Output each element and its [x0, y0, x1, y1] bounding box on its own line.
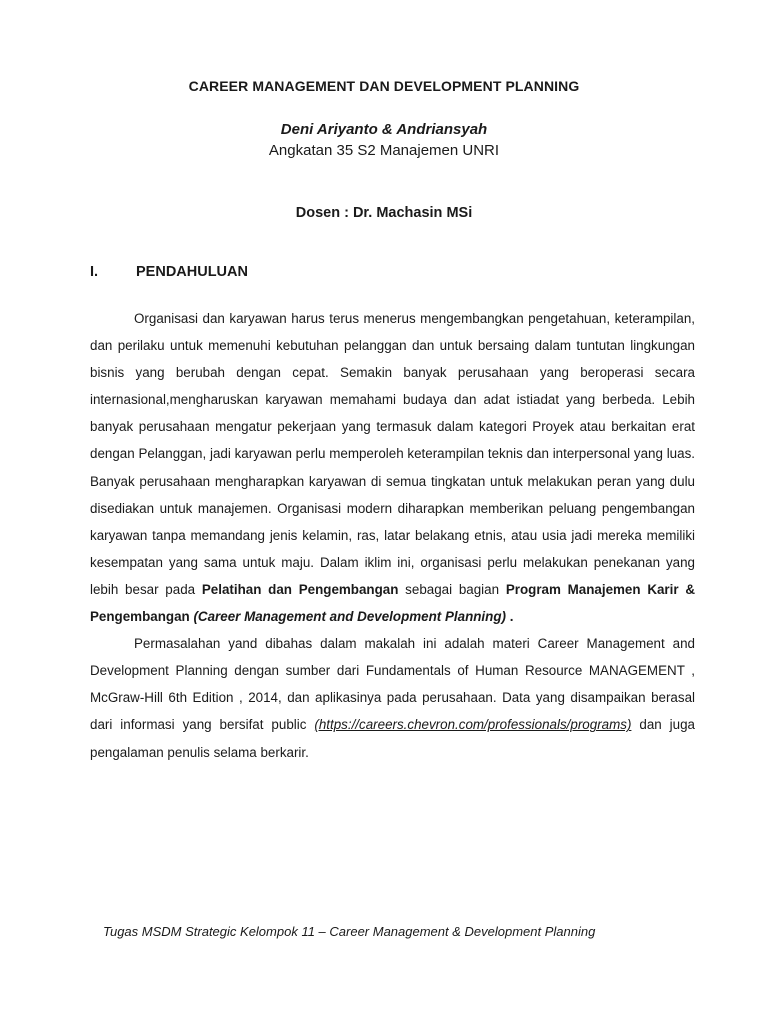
source-link[interactable]: (https://careers.chevron.com/professionals/programs): [314, 717, 632, 733]
bold-italic-phrase: (Career Management and Development Planning): [193, 609, 506, 625]
bold-phrase-program: Program Manajemen Karir & Pengembangan: [90, 581, 696, 625]
document-affiliation: Angkatan 35 S2 Manajemen UNRI: [268, 142, 500, 159]
paragraph-scope: [90, 630, 695, 765]
paragraph-text: sebagai bagian: [398, 581, 506, 597]
paragraph-intro: [90, 305, 695, 630]
document-authors: Deni Ariyanto & Andriansyah: [280, 121, 488, 138]
section-number: I.: [90, 264, 99, 280]
paragraph-text: Permasalahan yand dibahas dalam makalah ini adalah materi Career Management and Development Planning dengan sumber dari Fundamentals of Human Resource MANAGEMENT , McGraw-Hill 6th Edition , 2014, dan aplikasinya pada perusahaan. Data yang disampaikan berasal dari informasi yang bersifat public: [90, 636, 695, 733]
bold-phrase-training: Pelatihan dan Pengembangan: [201, 581, 399, 597]
section-heading: [90, 264, 248, 280]
document-title: CAREER MANAGEMENT DAN DEVELOPMENT PLANNING: [188, 78, 580, 94]
body-text: [90, 305, 695, 766]
paragraph-text: .: [505, 609, 514, 625]
section-title: PENDAHULUAN: [136, 264, 248, 280]
paragraph-text: Organisasi dan karyawan harus terus menerus mengembangkan pengetahuan, keterampilan, dan perilaku untuk memenuhi kebutuhan pelanggan dan untuk bersaing dalam tuntutan lingkungan bisnis yang berubah dengan cepat. Semakin banyak perusahaan yang beroperasi secara internasional,mengharuskan karyawan memahami budaya dan adat istiadat yang berbeda. Lebih banyak perusahaan mengatur pekerjaan yang termasuk dalam kategori Proyek atau berkaitan erat dengan Pelanggan, jadi karyawan perlu memperoleh keterampilan teknis dan interpersonal yang luas. Banyak perusahaan mengharapkan karyawan di semua tingkatan untuk melakukan peran yang dulu disediakan untuk manajemen. Organisasi modern diharapkan memberikan peluang pengembangan karyawan tanpa memandang jenis kelamin, ras, latar belakang etnis, atau usia jadi mereka memiliki kesempatan yang sama untuk maju. Dalam iklim ini, organisasi perlu melakukan penekanan yang lebih besar pada: [90, 311, 695, 597]
paragraph-text: dan juga pengalaman penulis selama berkarir.: [90, 717, 695, 760]
page-footer: Tugas MSDM Strategic Kelompok 11 – Career Management & Development Planning: [103, 924, 596, 939]
document-lecturer: Dosen : Dr. Machasin MSi: [295, 205, 473, 221]
